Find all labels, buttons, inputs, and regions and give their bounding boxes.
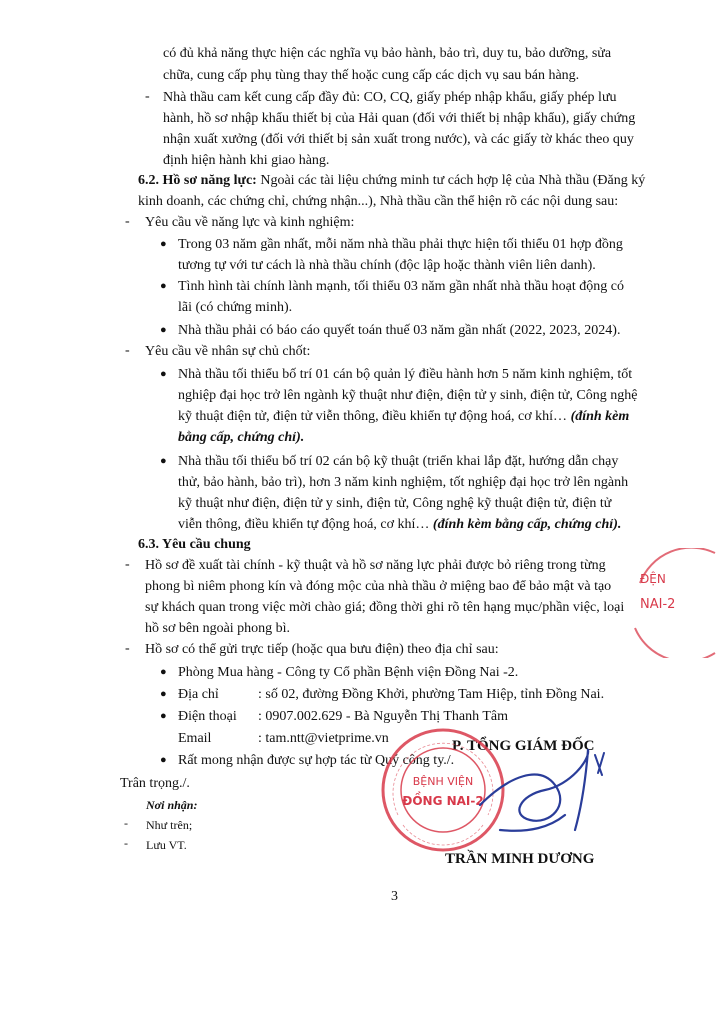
bullet-icon: ● bbox=[160, 324, 167, 336]
text-line: nhận xuất xưởng (đối với thiết bị sản xuất trong nước), và các giấy tờ khác theo quy bbox=[163, 132, 634, 147]
text-line: kinh doanh, các chứng chỉ, chứng nhận...), Nhà thầu cần thể hiện rõ các nội dung sau: bbox=[138, 194, 619, 209]
text-line: Nhà thầu phải có báo cáo quyết toán thuế 03 năm gần nhất (2022, 2023, 2024). bbox=[178, 323, 621, 338]
recipient-item: Lưu VT. bbox=[146, 838, 187, 852]
bullet-icon: ● bbox=[160, 754, 167, 766]
section-text: Ngoài các tài liệu chứng minh tư cách hợp lệ của Nhà thầu (Đăng ký bbox=[256, 173, 646, 188]
dash-marker: - bbox=[125, 214, 130, 229]
text-span: viễn thông, điều khiển tự động hoá, cơ khí… bbox=[178, 517, 433, 532]
bullet-icon: ● bbox=[160, 688, 167, 700]
text-line: Yêu cầu về nhân sự chủ chốt: bbox=[145, 344, 311, 359]
signer-name: TRẦN MINH DƯƠNG bbox=[445, 851, 595, 867]
text-line: phong bì niêm phong kín và đóng mộc của nhà thầu ở miệng bao để bảo mật và tạo bbox=[145, 579, 612, 594]
email-value: : tam.ntt@vietprime.vn bbox=[258, 731, 389, 746]
text-line: Phòng Mua hàng - Công ty Cổ phần Bệnh viện Đồng Nai -2. bbox=[178, 665, 519, 680]
signature-icon bbox=[470, 745, 610, 845]
bullet-icon: ● bbox=[160, 666, 167, 678]
address-value: : số 02, đường Đồng Khởi, phường Tam Hiệp, tỉnh Đồng Nai. bbox=[258, 687, 605, 702]
text-line bbox=[178, 408, 629, 426]
text-line: thử, bảo hành, bảo trì), hơn 3 năm kinh nghiệm, tốt nghiệp đại học trở lên ngành bbox=[178, 475, 629, 490]
partial-stamp-icon bbox=[620, 548, 720, 658]
dash-marker: - bbox=[125, 557, 130, 572]
dash-marker: - bbox=[124, 816, 128, 830]
phone-value: : 0907.002.629 - Bà Nguyễn Thị Thanh Tâm bbox=[258, 709, 509, 724]
stamp-text: ĐỒNG NAI-2 bbox=[402, 794, 484, 808]
address-label: Địa chỉ bbox=[178, 687, 219, 702]
section-6-3-heading: 6.3. Yêu cầu chung bbox=[138, 537, 251, 552]
closing-text: Trân trọng./. bbox=[120, 776, 190, 791]
text-line: Nhà thầu tối thiểu bố trí 01 cán bộ quản lý điều hành hơn 5 năm kinh nghiệm, tốt bbox=[178, 367, 633, 382]
text-line: hồ sơ bên ngoài phong bì. bbox=[145, 621, 291, 636]
text-line: Hồ sơ đề xuất tài chính - kỹ thuật và hồ sơ năng lực phải được bỏ riêng trong từng bbox=[145, 558, 606, 573]
stamp-text: NAI-2 bbox=[640, 597, 676, 612]
text-line: sự khách quan trong việc mời chào giá; đồng thời ghi rõ tên hạng mục/phần việc, loại bbox=[145, 600, 625, 615]
text-line: tương tự với tư cách là nhà thầu chính (độc lập hoặc thành viên liên danh). bbox=[178, 258, 596, 273]
text-line: Rất mong nhận được sự hợp tác từ Quý công ty./. bbox=[178, 753, 455, 768]
stamp-text: BỆNH VIỆN bbox=[412, 775, 474, 788]
text-span: kỹ thuật điện tử, điện tử viễn thông, điều khiển tự động hoá, cơ khí… bbox=[178, 409, 571, 424]
text-line: bằng cấp, chứng chỉ). bbox=[178, 430, 305, 445]
text-span-italic: (đính kèm bbox=[570, 409, 630, 424]
text-line: Yêu cầu về năng lực và kinh nghiệm: bbox=[145, 215, 355, 230]
text-line: Hồ sơ có thể gửi trực tiếp (hoặc qua bưu điện) theo địa chỉ sau: bbox=[145, 642, 499, 657]
email-label: Email bbox=[178, 731, 212, 746]
text-line: nghiệp đại học trở lên ngành kỹ thuật như điện, điện tử y sinh, điện tử, Công nghệ bbox=[178, 388, 638, 403]
text-line: lãi (có chứng minh). bbox=[178, 300, 293, 315]
stamp-text: ĐỆN bbox=[640, 572, 666, 586]
page-number: 3 bbox=[391, 889, 398, 904]
bullet-icon: ● bbox=[160, 455, 167, 467]
bullet-icon: ● bbox=[160, 280, 167, 292]
text-line: Nhà thầu cam kết cung cấp đầy đủ: CO, CQ, giấy phép nhập khẩu, giấy phép lưu bbox=[163, 90, 617, 105]
text-span-italic: (đính kèm bằng cấp, chứng chỉ). bbox=[432, 517, 622, 532]
section-6-2 bbox=[138, 172, 645, 190]
text-line: Tình hình tài chính lành mạnh, tối thiểu 03 năm gần nhất nhà thầu hoạt động có bbox=[178, 279, 624, 294]
text-line: chữa, cung cấp phụ tùng thay thế hoặc cung cấp các dịch vụ sau bán hàng. bbox=[163, 68, 580, 83]
text-line: kỹ thuật như điện, điện tử y sinh, điện tử, Công nghệ kỹ thuật điện tử, điện tử bbox=[178, 496, 612, 511]
phone-label: Điện thoại bbox=[178, 709, 237, 724]
dash-marker: - bbox=[125, 343, 130, 358]
text-line: có đủ khả năng thực hiện các nghĩa vụ bảo hành, bảo trì, duy tu, bảo dưỡng, sửa bbox=[163, 46, 612, 61]
recipients-heading: Nơi nhận: bbox=[146, 798, 198, 812]
dash-marker: - bbox=[125, 641, 130, 656]
section-heading: 6.2. Hồ sơ năng lực: bbox=[138, 173, 257, 188]
signature-title: P. TỔNG GIÁM ĐỐC bbox=[452, 738, 595, 754]
text-line: Nhà thầu tối thiểu bố trí 02 cán bộ kỹ thuật (triển khai lắp đặt, hướng dẫn chạy bbox=[178, 454, 619, 469]
bullet-icon: ● bbox=[160, 238, 167, 250]
text-line: hành, hồ sơ nhập khẩu thiết bị của Hải quan (đối với thiết bị nhập khẩu), giấy chứng bbox=[163, 111, 636, 126]
dash-marker: - bbox=[145, 89, 150, 104]
text-line: Trong 03 năm gần nhất, mỗi năm nhà thầu phải thực hiện tối thiểu 01 hợp đồng bbox=[178, 237, 623, 252]
text-line bbox=[178, 516, 621, 534]
recipient-item: Như trên; bbox=[146, 818, 193, 832]
bullet-icon: ● bbox=[160, 710, 167, 722]
bullet-icon: ● bbox=[160, 368, 167, 380]
dash-marker: - bbox=[124, 836, 128, 850]
text-line: định hiện hành khi giao hàng. bbox=[163, 153, 330, 168]
